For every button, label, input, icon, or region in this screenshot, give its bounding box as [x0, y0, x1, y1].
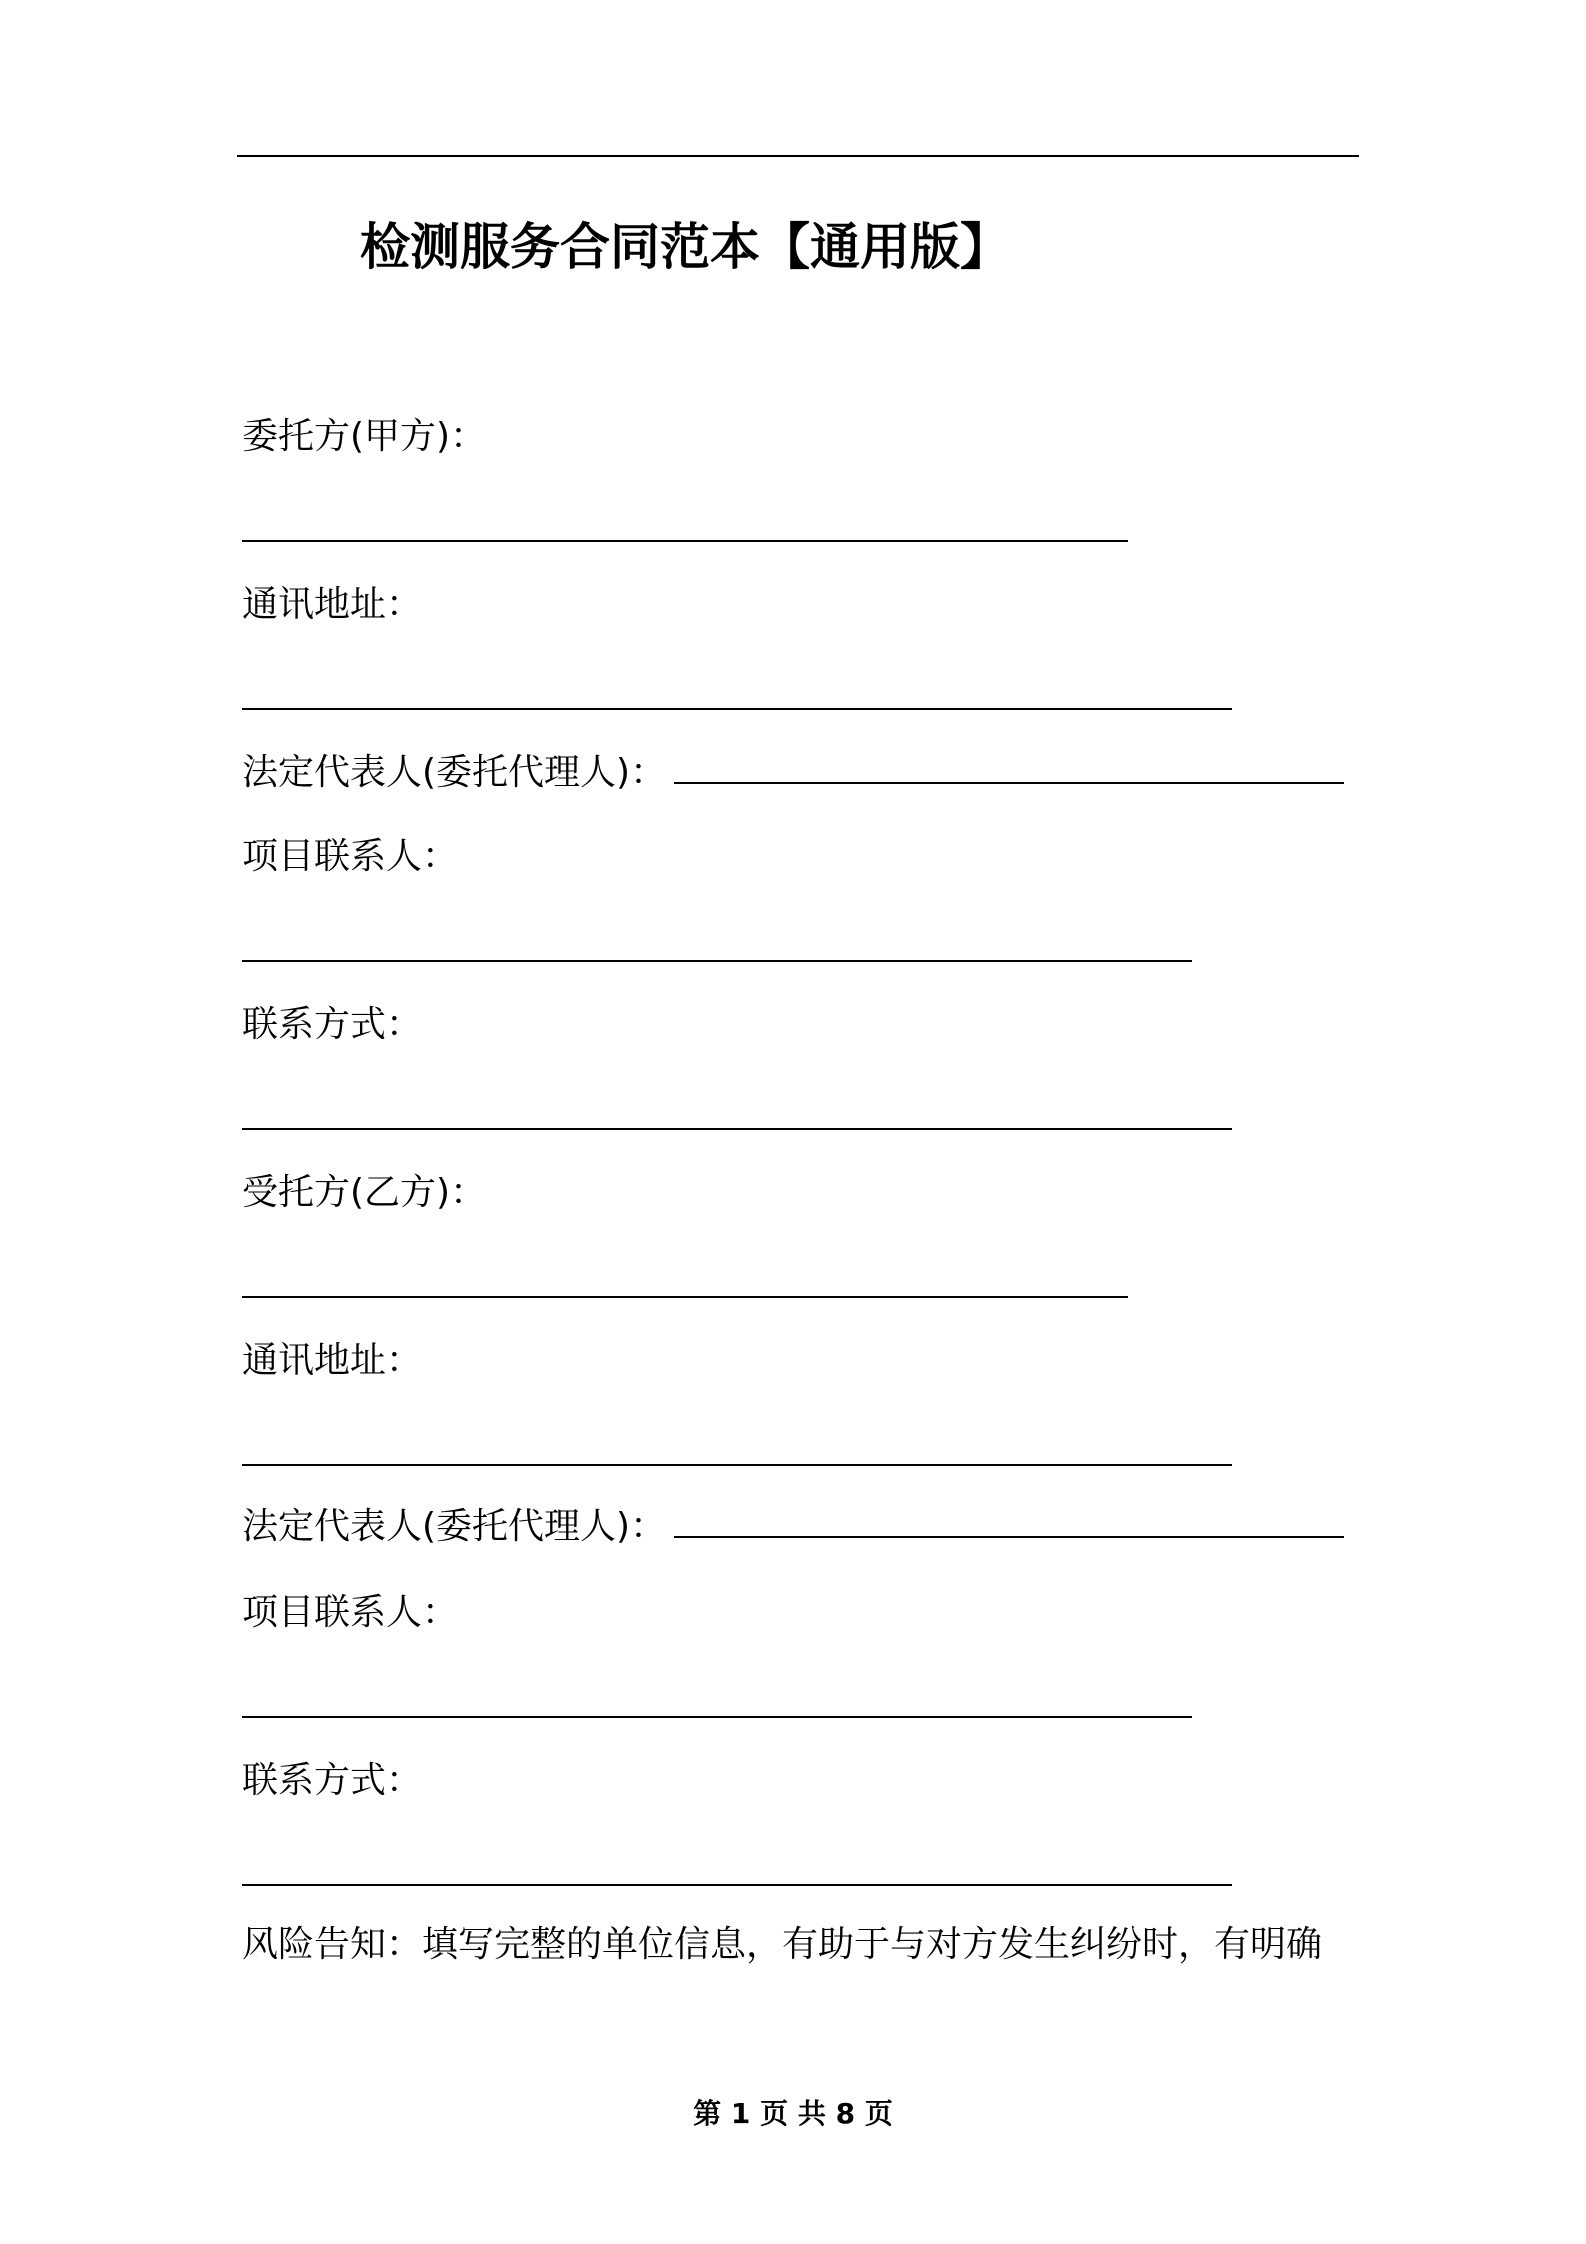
- party-a-address-blank: [242, 708, 1232, 710]
- risk-notice: 风险告知：填写完整的单位信息，有助于与对方发生纠纷时，有明确: [242, 1924, 1323, 1965]
- party-a-contact-person-label: 项目联系人：: [242, 836, 459, 877]
- party-a-representative-label: 法定代表人(委托代理人)：: [242, 752, 667, 793]
- party-b-contact-person-label: 项目联系人：: [242, 1592, 459, 1633]
- header-rule: [237, 155, 1359, 157]
- party-b-address-label: 通讯地址：: [242, 1340, 423, 1381]
- party-b-representative-label: 法定代表人(委托代理人)：: [242, 1506, 667, 1547]
- party-a-name-blank: [242, 540, 1128, 542]
- party-a-contact-method-label: 联系方式：: [242, 1004, 423, 1045]
- party-b-contact-method-label: 联系方式：: [242, 1760, 423, 1801]
- party-a-representative-row: [242, 748, 1344, 798]
- party-b-name-blank: [242, 1296, 1128, 1298]
- party-a-contact-person-blank: [242, 960, 1192, 962]
- party-a-contact-method-blank: [242, 1128, 1232, 1130]
- document-title: 检测服务合同范本【通用版】: [360, 218, 1010, 276]
- party-a-representative-blank: [674, 752, 1344, 784]
- party-a-address-label: 通讯地址：: [242, 584, 423, 625]
- party-b-contact-method-blank: [242, 1884, 1232, 1886]
- party-a-label: 委托方(甲方)：: [242, 416, 487, 457]
- party-b-representative-row: [242, 1502, 1344, 1552]
- party-b-representative-blank: [674, 1506, 1344, 1538]
- party-b-contact-person-blank: [242, 1716, 1192, 1718]
- party-b-label: 受托方(乙方)：: [242, 1172, 487, 1213]
- page-number: 第 1 页 共 8 页: [693, 2097, 893, 2130]
- party-b-address-blank: [242, 1464, 1232, 1466]
